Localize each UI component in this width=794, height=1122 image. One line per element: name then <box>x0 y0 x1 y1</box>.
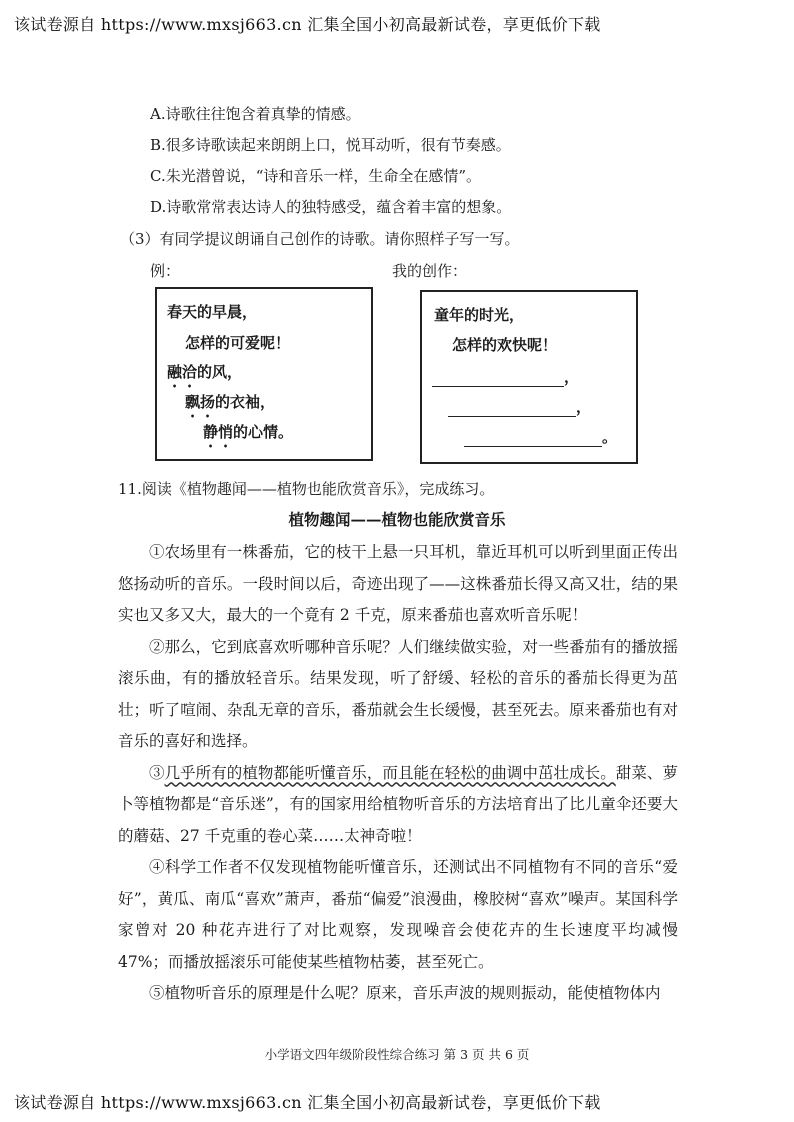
question-3-prompt: （3）有同学提议朗诵自己创作的诗歌。请你照样子写一写。 <box>120 230 520 248</box>
dotted-word: 静悄 <box>203 423 234 441</box>
creation-blank-line-2[interactable]: ， <box>448 396 591 417</box>
option-c: C.朱光潜曾说，“诗和音乐一样，生命全在感情”。 <box>150 167 482 185</box>
creation-poem-line-1: 童年的时光， <box>434 306 525 324</box>
option-a: A.诗歌往往饱含着真挚的情感。 <box>150 105 361 123</box>
example-poem-line-3: 融洽的风， <box>167 363 243 381</box>
example-poem-box <box>155 287 373 461</box>
question-11-prompt: 11.阅读《植物趣闻——植物也能欣赏音乐》，完成练习。 <box>118 480 495 498</box>
paragraph-3: ③几乎所有的植物都能听懂音乐，而且能在轻松的曲调中茁壮成长。甜菜、萝卜等植物都是“音乐迷”，有的国家用给植物听音乐的方法培育出了比儿童伞还要大的蘑菇、27 千克重的卷心菜……太神奇啦！ <box>118 763 678 845</box>
page-footer: 小学语文四年级阶段性综合练习 第 3 页 共 6 页 <box>264 1047 530 1062</box>
source-banner-bottom: 该试卷源自 https://www.mxsj663.cn 汇集全国小初高最新试卷，享更低价下载 <box>14 1093 601 1112</box>
example-poem-line-5: 静悄的心情。 <box>203 423 294 441</box>
creation-poem-box <box>420 290 638 464</box>
example-poem-line-1: 春天的早晨， <box>167 303 258 321</box>
dotted-word: 融洽 <box>167 363 198 381</box>
wavy-underlined-sentence: 几乎所有的植物都能听懂音乐，而且能在轻松的曲调中茁壮成长。 <box>164 763 616 782</box>
option-b: B.很多诗歌读起来朗朗上口，悦耳动听，很有节奏感。 <box>150 136 511 154</box>
paragraph-4: ④科学工作者不仅发现植物能听懂音乐，还测试出不同植物有不同的音乐“爱好”，黄瓜、南瓜“喜欢”萧声，番茄“偏爱”浪漫曲，橡胶树“喜欢”噪声。某国科学家曾对 20 种花卉进行了对比观察，发现噪音会使花卉的生长速度平均减慢 47%；而播放摇滚乐可能使某些植物枯萎，甚至死亡。 <box>118 858 678 971</box>
example-poem-line-2: 怎样的可爱呢！ <box>185 334 291 352</box>
paragraph-2: ②那么，它到底喜欢听哪种音乐呢？人们继续做实验，对一些番茄有的播放摇滚乐曲，有的播放轻音乐。结果发现，听了舒缓、轻松的音乐的番茄长得更为茁壮；听了喧闹、杂乱无章的音乐，番茄就会生长缓慢，甚至死去。原来番茄也有对音乐的喜好和选择。 <box>118 637 678 750</box>
source-banner-top: 该试卷源自 https://www.mxsj663.cn 汇集全国小初高最新试卷，享更低价下载 <box>14 15 601 34</box>
creation-blank-line-3[interactable]: 。 <box>464 426 617 447</box>
article-body <box>118 537 678 1010</box>
creation-poem-line-2: 怎样的欢快呢！ <box>452 336 558 354</box>
article-title: 植物趣闻——植物也能欣赏音乐 <box>288 510 506 529</box>
paragraph-5: ⑤植物听音乐的原理是什么呢？原来，音乐声波的规则振动，能使植物体内 <box>149 984 661 1002</box>
example-poem-line-4: 飘扬的衣袖， <box>185 393 276 411</box>
creation-blank-line-1[interactable]: ， <box>432 366 579 387</box>
option-d: D.诗歌常常表达诗人的独特感受，蕴含着丰富的想象。 <box>150 198 512 216</box>
dotted-word: 飘扬 <box>185 393 216 411</box>
example-label: 例： <box>150 262 181 280</box>
creation-label: 我的创作： <box>392 262 468 280</box>
paragraph-1: ①农场里有一株番茄，它的枝干上悬一只耳机，靠近耳机可以听到里面正传出悠扬动听的音乐。一段时间以后，奇迹出现了——这株番茄长得又高又壮，结的果实也又多又大，最大的一个竟有 2 千克，原来番茄也喜欢听音乐呢！ <box>118 543 678 624</box>
